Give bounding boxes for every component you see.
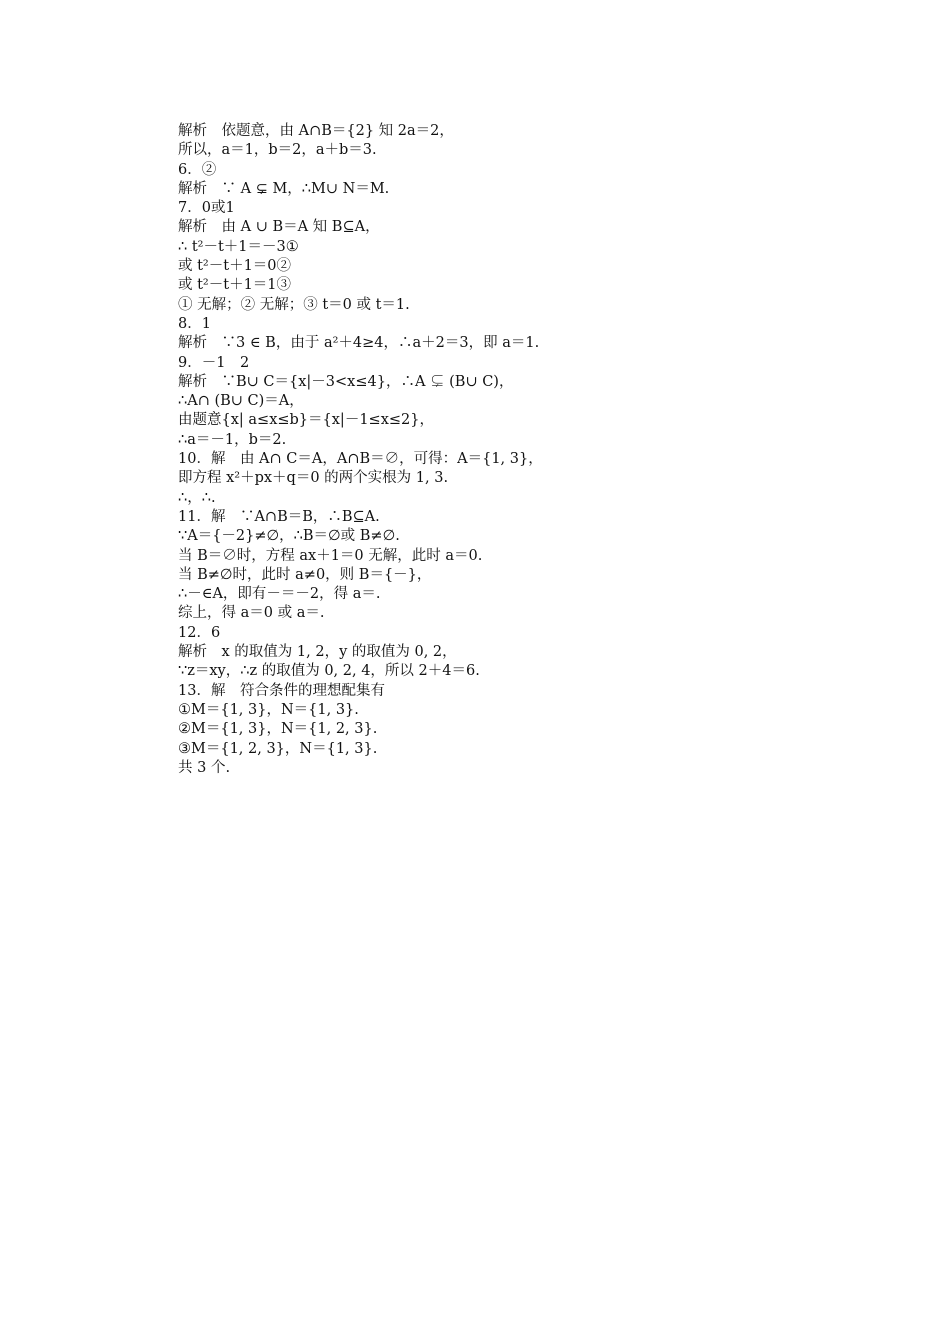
text-line: 当 B≠∅时，此时 a≠0，则 B＝{－}，: [178, 566, 432, 583]
text-line: ①M＝{1, 3}，N＝{1, 3}.: [178, 701, 359, 718]
text-line: 解析 ∵ A ⊊ M，∴M∪ N＝M.: [178, 180, 390, 197]
text-line: 所以，a＝1，b＝2，a＋b＝3.: [178, 142, 377, 159]
text-line: 或 t²－t＋1＝0②: [178, 258, 292, 275]
text-line: ∴a＝－1，b＝2.: [178, 431, 287, 448]
text-line: 解析 ∵3 ∈ B，由于 a²＋4≥4，∴a＋2＝3，即 a＝1.: [178, 335, 540, 352]
text-line: 7．0或1: [178, 200, 235, 217]
solution-text-block: [178, 122, 778, 778]
text-line: ∴A∩ (B∪ C)＝A，: [178, 393, 304, 410]
text-line: ∴，∴.: [178, 489, 216, 506]
text-line: ③M＝{1, 2, 3}，N＝{1, 3}.: [178, 740, 378, 757]
text-line: 解析 由 A ∪ B＝A 知 B⊆A，: [178, 219, 380, 236]
text-line: 或 t²－t＋1＝1③: [178, 277, 292, 294]
text-line: 12．6: [178, 624, 221, 641]
text-line: 13．解 符合条件的理想配集有: [178, 682, 385, 699]
text-line: 即方程 x²＋px＋q＝0 的两个实根为 1, 3.: [178, 470, 449, 487]
text-line: 10．解 由 A∩ C＝A，A∩B＝∅，可得：A＝{1, 3}，: [178, 451, 543, 468]
text-line: 由题意{x| a≤x≤b}＝{x|－1≤x≤2}，: [178, 412, 434, 429]
text-line: 当 B＝∅时，方程 ax＋1＝0 无解，此时 a＝0.: [178, 547, 483, 564]
text-line: 6．②: [178, 161, 217, 178]
text-line: 11．解 ∵A∩B＝B，∴B⊆A.: [178, 508, 380, 525]
text-line: 解析 x 的取值为 1, 2，y 的取值为 0, 2，: [178, 644, 457, 661]
text-line: ∵z＝xy，∴z 的取值为 0, 2, 4，所以 2＋4＝6.: [178, 663, 480, 680]
text-line: ∴ t²－t＋1＝－3①: [178, 238, 299, 255]
text-line: 9．－1 2: [178, 354, 250, 371]
text-line: 共 3 个.: [178, 759, 231, 776]
text-line: 综上，得 a＝0 或 a＝.: [178, 605, 325, 622]
text-line: ∴－∈A，即有－＝－2，得 a＝.: [178, 586, 381, 603]
text-line: 解析 依题意，由 A∩B＝{2} 知 2a＝2，: [178, 123, 454, 139]
text-line: 8．1: [178, 315, 211, 332]
text-line: ∵A＝{－2}≠∅，∴B＝∅或 B≠∅.: [178, 528, 400, 545]
text-line: 解析 ∵B∪ C＝{x|－3<x≤4}，∴A ⊊ (B∪ C)，: [178, 373, 514, 390]
text-line: ① 无解；② 无解；③ t＝0 或 t＝1.: [178, 296, 410, 313]
text-line: ②M＝{1, 3}，N＝{1, 2, 3}.: [178, 721, 378, 738]
